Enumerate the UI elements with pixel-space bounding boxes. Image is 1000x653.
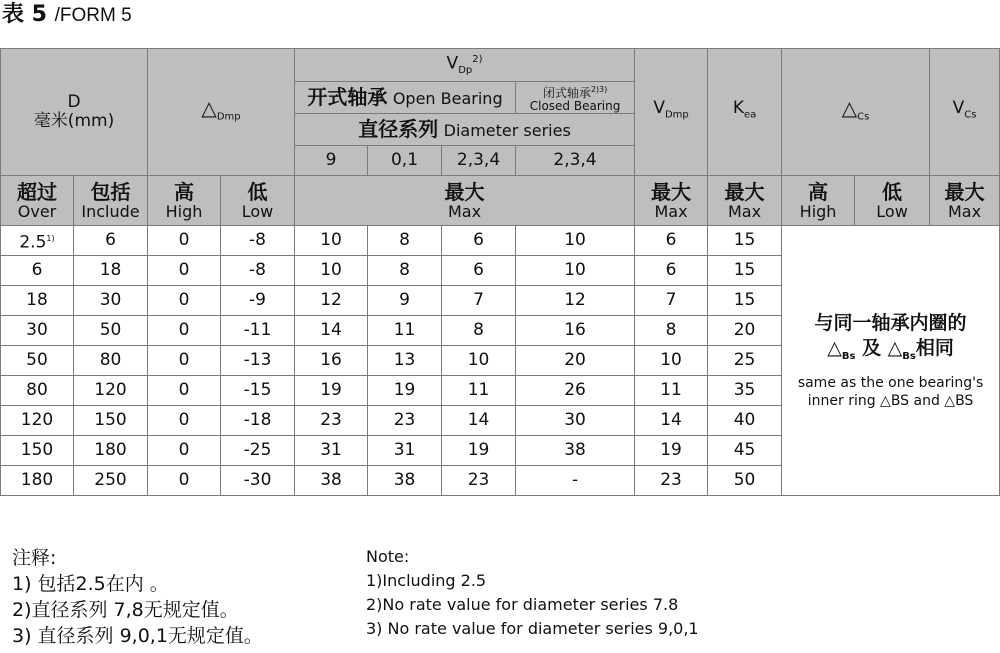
vdp-main: V [446, 53, 459, 74]
cell-v9: 23 [295, 406, 368, 436]
col-include [74, 176, 148, 226]
cell-high: 0 [148, 346, 221, 376]
cs-subscript: Cs [857, 111, 870, 123]
vdmp-subscript: Dmp [664, 109, 689, 121]
cell-v234: 7 [442, 286, 516, 316]
col-cs-high [782, 176, 855, 226]
side-note [782, 226, 1000, 496]
series-234-closed: 2,3,4 [516, 146, 635, 176]
notes-cn-heading: 注释: [12, 547, 57, 569]
low-cn: 低 [882, 180, 903, 204]
cell-low: -9 [221, 286, 295, 316]
max-en: Max [728, 202, 762, 221]
cell-low: -8 [221, 256, 295, 286]
cell-high: 0 [148, 466, 221, 496]
max-en: Max [948, 202, 982, 221]
vdp-subscript: Dp [458, 65, 473, 77]
cell-over: 50 [1, 346, 74, 376]
cell-include: 250 [74, 466, 148, 496]
table-row [1, 226, 1000, 256]
col-over [1, 176, 74, 226]
cell-vdmp: 23 [635, 466, 708, 496]
d-header [1, 49, 148, 176]
cell-vdmp: 10 [635, 346, 708, 376]
cell-high: 0 [148, 256, 221, 286]
open-bearing-cn: 开式轴承 [307, 85, 388, 109]
col-dmp-low [221, 176, 295, 226]
max-en: Max [654, 202, 688, 221]
series-234-open: 2,3,4 [442, 146, 516, 176]
closed-bearing-en: Closed Bearing [529, 98, 621, 113]
cell-low: -30 [221, 466, 295, 496]
cell-v234: 23 [442, 466, 516, 496]
col-vdmp-max [635, 176, 708, 226]
cell-kea: 25 [708, 346, 782, 376]
high-cn: 高 [808, 180, 829, 204]
cell-vdmp: 11 [635, 376, 708, 406]
cell-v234: 6 [442, 256, 516, 286]
diameter-series-cn: 直径系列 [358, 117, 439, 141]
cell-vclosed: 10 [516, 226, 635, 256]
delta-bs-symbol: △ [887, 336, 903, 359]
cell-v01: 31 [368, 436, 442, 466]
header-row-1 [1, 49, 1000, 82]
cell-vclosed: 20 [516, 346, 635, 376]
notes-en-item: 1)Including 2.5 [366, 571, 487, 590]
cell-v01: 8 [368, 256, 442, 286]
closed-bearing-sup: 2)3) [590, 84, 608, 94]
cell-kea: 40 [708, 406, 782, 436]
cell-vclosed: 30 [516, 406, 635, 436]
notes-chinese [12, 545, 263, 649]
side-note-cn-line2 [782, 336, 999, 369]
over-footnote: 1) [46, 233, 55, 243]
cell-v01: 23 [368, 406, 442, 436]
cell-v01: 13 [368, 346, 442, 376]
high-en: High [799, 202, 837, 221]
table-title-sub: /FORM 5 [54, 5, 132, 26]
cell-high: 0 [148, 436, 221, 466]
open-bearing-header [295, 82, 516, 114]
cell-include: 80 [74, 346, 148, 376]
cell-vclosed: 16 [516, 316, 635, 346]
cell-v9: 12 [295, 286, 368, 316]
cell-kea: 20 [708, 316, 782, 346]
max-cn: 最大 [444, 180, 485, 204]
cell-vdmp: 6 [635, 226, 708, 256]
cell-vclosed: 38 [516, 436, 635, 466]
over-cn: 超过 [17, 180, 57, 204]
dmp-header [148, 49, 295, 176]
cell-v9: 38 [295, 466, 368, 496]
closed-bearing-cn: 闭式轴承 [542, 85, 591, 100]
side-note-en-line1: same as the one bearing's [797, 375, 984, 392]
cell-include: 120 [74, 376, 148, 406]
open-bearing-en: Open Bearing [392, 89, 503, 108]
delta-cs-symbol: △ [841, 96, 858, 121]
cell-vclosed: 12 [516, 286, 635, 316]
vcs-header [930, 49, 1000, 176]
d-label: D [67, 92, 81, 112]
cell-low: -25 [221, 436, 295, 466]
cell-v9: 31 [295, 436, 368, 466]
include-en: Include [81, 202, 140, 221]
delta-bs-symbol: △ [827, 336, 842, 359]
cell-kea: 15 [708, 226, 782, 256]
bs-subscript: Bs [902, 350, 916, 362]
side-note-end: 相同 [915, 336, 954, 359]
table-title [2, 2, 132, 29]
cell-over: 6 [1, 256, 74, 286]
cell-v01: 38 [368, 466, 442, 496]
over-value: 2.5 [19, 232, 47, 253]
cell-v9: 19 [295, 376, 368, 406]
cell-include: 6 [74, 226, 148, 256]
cell-kea: 50 [708, 466, 782, 496]
cell-low: -8 [221, 226, 295, 256]
cell-vdmp: 8 [635, 316, 708, 346]
cs-header [782, 49, 930, 176]
cell-vclosed: 26 [516, 376, 635, 406]
cell-include: 150 [74, 406, 148, 436]
subheader-row [1, 176, 1000, 226]
cell-high: 0 [148, 226, 221, 256]
max-cn: 最大 [651, 180, 692, 204]
cell-vclosed: - [516, 466, 635, 496]
closed-bearing-header [516, 82, 635, 114]
kea-subscript: ea [743, 109, 757, 121]
series-9: 9 [295, 146, 368, 176]
cell-vclosed: 10 [516, 256, 635, 286]
vdmp-header [635, 49, 708, 176]
notes-cn-item: 2)直径系列 7,8无规定值。 [12, 599, 239, 621]
cell-v234: 14 [442, 406, 516, 436]
over-en: Over [17, 202, 57, 221]
cell-low: -13 [221, 346, 295, 376]
cell-include: 180 [74, 436, 148, 466]
cell-over: 150 [1, 436, 74, 466]
max-en: Max [447, 202, 482, 221]
table-title-main: 表 5 [2, 2, 47, 27]
cell-over: 120 [1, 406, 74, 436]
cell-v01: 8 [368, 226, 442, 256]
notes-cn-item: 3) 直径系列 9,0,1无规定值。 [12, 625, 263, 647]
cell-v9: 16 [295, 346, 368, 376]
notes-en-item: 3) No rate value for diameter series 9,0,1 [366, 619, 699, 638]
vcs-main: V [952, 98, 965, 119]
cell-v9: 14 [295, 316, 368, 346]
cell-v01: 9 [368, 286, 442, 316]
cell-v234: 10 [442, 346, 516, 376]
diameter-series-en: Diameter series [443, 121, 571, 140]
cell-include: 18 [74, 256, 148, 286]
cell-high: 0 [148, 376, 221, 406]
col-vcs-max [930, 176, 1000, 226]
cell-low: -15 [221, 376, 295, 406]
side-note-en-line2: inner ring △BS and △BS [807, 393, 974, 410]
include-cn: 包括 [90, 180, 131, 204]
notes-en-item: 2)No rate value for diameter series 7.8 [366, 595, 679, 614]
cell-v234: 19 [442, 436, 516, 466]
side-note-cn [782, 311, 999, 369]
cell-v234: 8 [442, 316, 516, 346]
cell-over [1, 226, 74, 256]
cell-kea: 15 [708, 256, 782, 286]
vdp-header [295, 49, 635, 82]
delta-dmp-symbol: △ [201, 96, 217, 121]
cell-vdmp: 7 [635, 286, 708, 316]
max-cn: 最大 [724, 180, 765, 204]
cell-over: 30 [1, 316, 74, 346]
tolerance-table [0, 48, 1000, 496]
cell-v234: 11 [442, 376, 516, 406]
notes-english [366, 545, 699, 641]
cell-over: 180 [1, 466, 74, 496]
side-note-and: 及 [855, 336, 888, 359]
dmp-subscript: Dmp [216, 111, 241, 123]
notes-en-heading: Note: [366, 547, 410, 566]
diameter-series-header [295, 114, 635, 146]
cell-low: -11 [221, 316, 295, 346]
cell-vdmp: 19 [635, 436, 708, 466]
col-cs-low [855, 176, 930, 226]
cell-include: 50 [74, 316, 148, 346]
cell-high: 0 [148, 406, 221, 436]
cell-v9: 10 [295, 226, 368, 256]
col-dmp-high [148, 176, 221, 226]
cell-kea: 15 [708, 286, 782, 316]
kea-header [708, 49, 782, 176]
vdp-superscript: 2) [472, 53, 483, 65]
cell-kea: 45 [708, 436, 782, 466]
cell-high: 0 [148, 286, 221, 316]
cell-kea: 35 [708, 376, 782, 406]
vdmp-main: V [653, 98, 665, 119]
cell-include: 30 [74, 286, 148, 316]
cell-v01: 11 [368, 316, 442, 346]
side-note-cn-line1: 与同一轴承内圈的 [814, 311, 967, 334]
cell-vdmp: 6 [635, 256, 708, 286]
low-cn: 低 [247, 180, 268, 204]
cell-over: 18 [1, 286, 74, 316]
high-cn: 高 [174, 180, 195, 204]
cell-low: -18 [221, 406, 295, 436]
cell-over: 80 [1, 376, 74, 406]
low-en: Low [241, 202, 274, 221]
col-kea-max [708, 176, 782, 226]
col-vdp-max [295, 176, 635, 226]
bs-subscript: Bs [841, 350, 856, 362]
cell-v01: 19 [368, 376, 442, 406]
notes-cn-item: 1) 包括2.5在内 。 [12, 573, 169, 595]
max-cn: 最大 [944, 180, 985, 204]
cell-vdmp: 14 [635, 406, 708, 436]
high-en: High [165, 202, 203, 221]
series-01: 0,1 [368, 146, 442, 176]
cell-v234: 6 [442, 226, 516, 256]
cell-high: 0 [148, 316, 221, 346]
kea-main: K [732, 98, 744, 119]
low-en: Low [876, 202, 908, 221]
d-unit: 毫米(mm) [33, 111, 115, 131]
vcs-subscript: Cs [964, 109, 977, 121]
cell-v9: 10 [295, 256, 368, 286]
